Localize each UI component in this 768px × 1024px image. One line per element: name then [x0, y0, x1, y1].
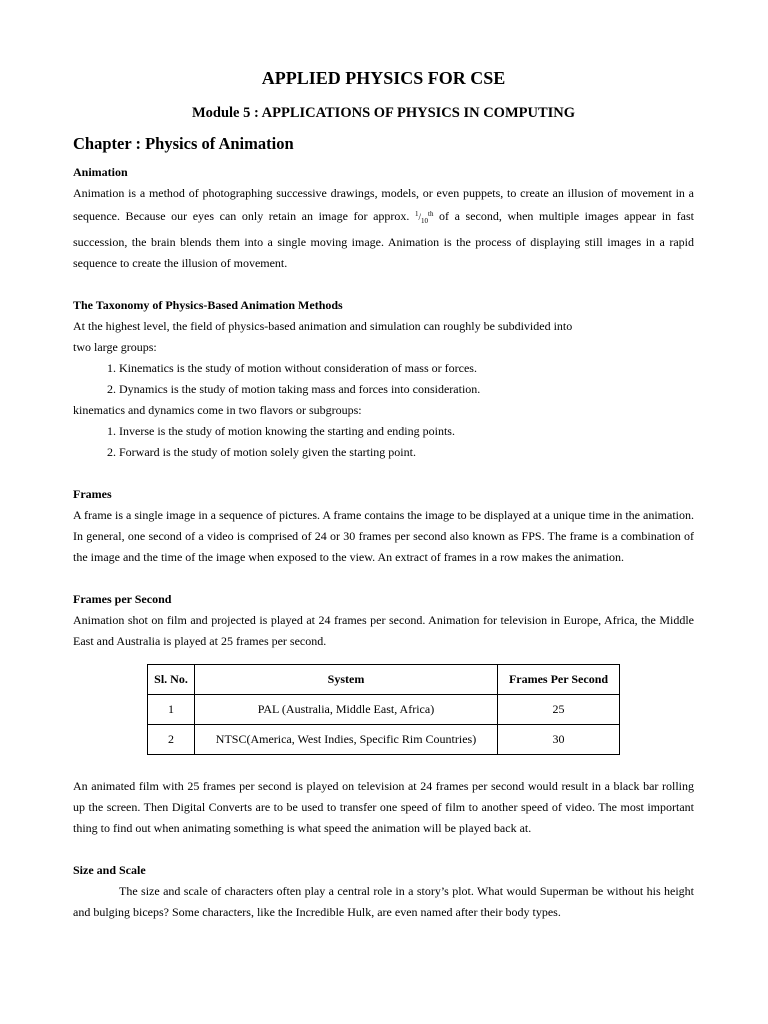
animation-paragraph: [73, 183, 694, 274]
fps-after-paragraph: An animated film with 25 frames per second is played on television at 24 frames per second would result in a black bar rolling up the screen. Then Digital Converts are to be used to transfer one speed of film to another speed of video. The most important thing to find out when animating something is what speed the animation will be played back at.: [73, 778, 694, 835]
spacer: [73, 568, 694, 589]
table-cell: 30: [498, 724, 620, 754]
list-item: 2. Forward is the study of motion solely given the starting point.: [119, 442, 694, 463]
spacer: [73, 839, 694, 860]
taxonomy-line3: kinematics and dynamics come in two flavors or subgroups:: [73, 402, 362, 417]
size-scale-paragraph: The size and scale of characters often play a central role in a story’s plot. What would Superman be without his height and bulging biceps? Some characters, like the Incredible Hulk, are even named after their body types.: [73, 883, 694, 919]
taxonomy-heading: The Taxonomy of Physics-Based Animation Methods: [73, 297, 343, 312]
table-header-row: [148, 664, 620, 694]
table-header-cell: System: [195, 664, 498, 694]
table-cell: 2: [148, 724, 195, 754]
table-cell: PAL (Australia, Middle East, Africa): [195, 694, 498, 724]
fraction-suffix: th: [428, 210, 434, 218]
taxonomy-groups-list: [73, 358, 694, 400]
fraction-numerator: 1: [414, 210, 419, 218]
taxonomy-line2: two large groups:: [73, 339, 157, 354]
size-scale-heading: Size and Scale: [73, 862, 146, 877]
list-item: 1. Inverse is the study of motion knowing the starting and ending points.: [119, 421, 694, 442]
spacer: [73, 463, 694, 484]
table-header-cell: Sl. No.: [148, 664, 195, 694]
spacer: [73, 755, 694, 776]
table-row: [148, 694, 620, 724]
fps-heading: Frames per Second: [73, 591, 172, 606]
frames-heading: Frames: [73, 486, 112, 501]
animation-heading: Animation: [73, 165, 128, 179]
frames-paragraph: A frame is a single image in a sequence of pictures. A frame contains the image to be displayed at a unique time in the animation. In general, one second of a video is comprised of 24 or 30 frames per second also known as FPS. The frame is a combination of the image and the time of the image when exposed to the view. An extract of frames in a row makes the animation.: [73, 507, 694, 564]
table-cell: 1: [148, 694, 195, 724]
animation-text-b: of a second, when multiple images appear in fast succession, the brain blends them into a single moving image. Animation is the process of displaying still images in a rapid sequence to create the illusion of movement.: [73, 209, 694, 270]
table-row: [148, 724, 620, 754]
list-item: 2. Dynamics is the study of motion taking mass and forces into consideration.: [119, 379, 694, 400]
taxonomy-line1: At the highest level, the field of physics-based animation and simulation can roughly be subdivided into: [73, 318, 573, 333]
table-cell: NTSC(America, West Indies, Specific Rim Countries): [195, 724, 498, 754]
list-item: 1. Kinematics is the study of motion without consideration of mass or forces.: [119, 358, 694, 379]
fraction: $^1/_{10}^{th}$: [414, 210, 434, 225]
document-content: [73, 66, 694, 923]
chapter-title: Chapter : Physics of Animation: [73, 134, 294, 153]
fps-table: [147, 664, 620, 755]
module-title: Module 5 : APPLICATIONS OF PHYSICS IN COMPUTING: [191, 105, 576, 121]
table-cell: 25: [498, 694, 620, 724]
taxonomy-subgroups-list: [73, 421, 694, 463]
spacer: [73, 274, 694, 295]
fps-paragraph: Animation shot on film and projected is played at 24 frames per second. Animation for television in Europe, Africa, the Middle East and Australia is played at 25 frames per second.: [73, 612, 694, 648]
fraction-denominator: 10: [421, 216, 428, 225]
document-title: APPLIED PHYSICS FOR CSE: [261, 68, 506, 88]
table-header-cell: Frames Per Second: [498, 664, 620, 694]
animation-text-a: Animation is a method of photographing successive drawings, models, or even puppets, to create an illusion of movement in a sequence. Because our eyes can only retain an image for approx.: [73, 186, 694, 223]
